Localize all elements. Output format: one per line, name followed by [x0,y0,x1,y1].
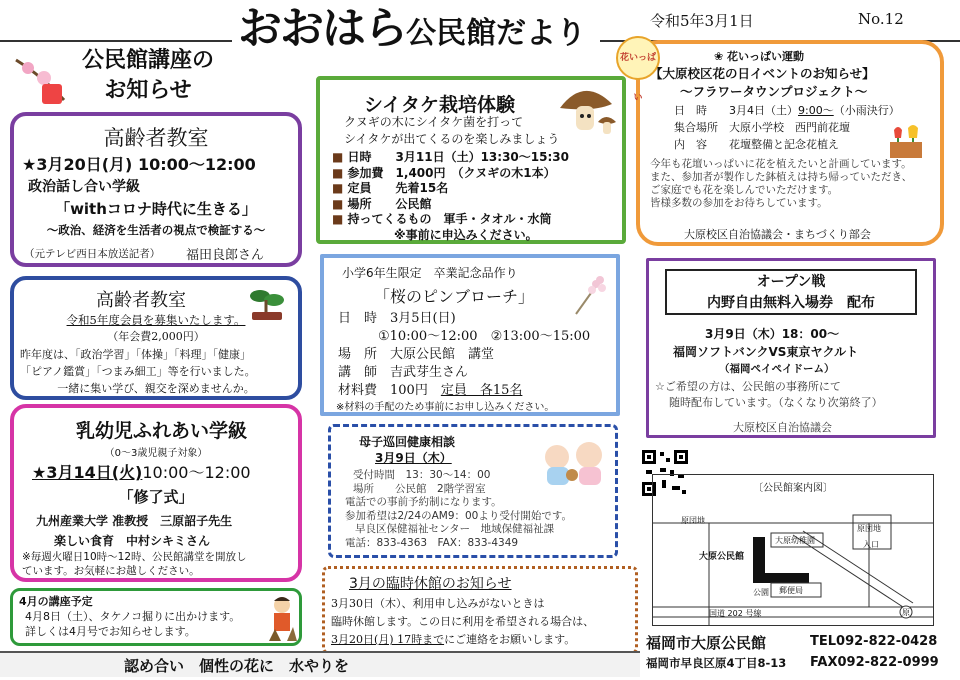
infant-class-time: 10:00～12:00 [142,463,251,482]
baseball-note-line: ☆ご希望の方は、公民館の事務所にて [655,380,841,393]
pin-note: ※材料の手配のため事前にお申し込みください。 [336,402,555,413]
map-title: 〔公民館案内図〕 [753,483,833,494]
newsletter-title [238,4,586,59]
intro-line: シイタケが出てくるのを楽しみましょう [344,132,560,146]
elderly-class-topic: 政治話し合い学級 [28,179,140,195]
map-label-nursery: 大原幼稚園 [775,536,815,545]
location-map [652,474,934,626]
map-label-route: 国道 202 号線 [709,609,762,618]
flower-desc [650,158,912,210]
courses-heading-line1: 公民館講座の [82,48,215,73]
health-note2: 参加希望は2/24のAM9：00より受付開始です。 [345,509,573,522]
infant-class-target: （0～3歳児親子対象） [104,448,208,459]
flower-row-place: 集合場所 大原小学校 西門前花壇 [674,121,850,134]
shiitake-details [332,150,569,228]
flower-subtitle: ～フラワータウンプロジェクト～ [680,84,868,99]
desc-line: 昨年度は、「政治学習」「体操」「料理」「健康」 [20,348,251,361]
health-office: 早良区保健福祉センター 地域保健福祉課 [355,523,555,535]
elderly-class-subtheme: ～政治、経済を生活者の視点で検証する～ [46,223,266,237]
april-title: 4月の講座予定 [19,595,93,608]
flower-rows [674,102,900,153]
elderly-recruit-fee: （年会費2,000円） [107,330,205,343]
april-schedule-panel [10,588,302,646]
shiitake-note: ※事前に申込みください。 [394,228,538,242]
baseball-title2: 内野自由無料入場券 配布 [707,295,875,311]
mushroom-icon [554,82,620,140]
baseball-date: 3月9日（木）18：00～ [705,327,840,341]
baseball-note [655,379,883,411]
elderly-class-title: 高齢者教室 [103,126,209,150]
tulip-icon [888,122,924,160]
intro-line: クヌギの木にシイタケ菌を打って [344,115,524,129]
closure-line: 3月20日(月) 17時までにご連絡をお願いします。 [331,633,576,646]
flower-desc-line: また、参加者が製作した鉢植えは持ち帰っていただき、 [650,171,913,183]
baseball-org: 大原校区自治協議会 [733,421,832,434]
health-note1: 電話での事前予約制になります。 [345,496,502,508]
health-time: 受付時間 13：30～14：00 [353,469,491,481]
closure-text [331,595,594,649]
shiitake-intro [344,114,559,148]
flower-logo-text: 花いっぱい [619,53,656,103]
footer-address: 福岡市早良区原4丁目8-13 [646,656,787,670]
pin-brooch-panel [320,254,620,416]
baseball-note-line: 随時配布しています。（なくなり次第終了） [669,396,883,409]
shiitake-panel [316,76,626,244]
closure-line: 3月30日（木）、利用申し込みがないときは [331,597,545,610]
flower-title: 【大原校区花の日イベントのお知らせ】 [650,66,875,81]
map-label-kominkan: 大原公民館 [699,552,745,562]
elderly-recruit-desc [20,346,292,397]
issue-date: 令和5年3月1日 [650,12,754,30]
plum-blossom-icon [12,54,72,108]
note-line: ※毎週火曜日10時～12時、公民館講堂を開放し [22,551,247,563]
flower-desc-line: 今年も花壇いっぱいに花を植えたいと計画しています。 [650,158,912,170]
map-label-park: 公園 [753,588,769,597]
closure-notice-panel [322,566,638,654]
april-line: 詳しくは4月号でお知らせします。 [25,625,196,638]
pin-place: 場 所 大原公民館 講堂 [338,347,495,362]
courses-heading [82,46,214,106]
health-date: 3月9日（木） [375,451,452,465]
desc-line: 「ピアノ鑑賞」「つまみ細工」等を行いました。 [20,365,256,378]
closure-title: 3月の臨時休館のお知らせ [349,576,512,592]
baseball-ticket-panel [646,258,936,438]
elderly-recruit-text: 令和5年度会員を募集いたします。 [66,313,246,327]
health-place: 場所 公民館 2階学習室 [353,482,486,495]
elderly-class-panel [10,112,302,267]
flower-org: 大原校区自治協議会・まちづくり部会 [684,228,871,241]
infant-class-datetime [32,460,251,483]
bamboo-shoot-girl-icon [265,595,299,643]
health-phone: 電話：833-4363 FAX：833-4349 [345,536,519,549]
desc-line: 一緒に集い学び、親交を深めませんか。 [57,382,255,395]
flower-tag: ❀ 花いっぱい運動 [714,50,805,63]
baseball-match: 福岡ソフトバンクVS東京ヤクルト [673,345,859,359]
map-label-post: 郵便局 [779,586,803,595]
elderly-class-date: ★3月20日(月) 10:00～12:00 [22,155,256,174]
detail-row: ■ 定員 先着15名 [332,181,449,195]
detail-row: ■ 持ってくるもの 軍手・タオル・水筒 [332,212,552,226]
header-left-rule [0,40,232,42]
lecturer-2: 楽しい食育 中村シキミさん [54,534,211,548]
speaker-name: 福田良郎さん [186,248,265,263]
pin-times: ①10:00～12:00 ②13:00～15:00 [378,329,591,344]
infant-class-note [22,550,247,578]
courses-heading-line2: お知らせ [104,78,192,103]
pin-limit: 小学6年生限定 卒業記念品作り [342,266,518,280]
flower-row-content: 内 容 花壇整備と記念花植え [674,138,839,151]
elderly-recruit-panel [10,276,302,400]
elderly-class-theme: 「withコロナ時代に生きる」 [55,200,257,218]
elderly-recruit-title: 高齢者教室 [96,290,186,311]
detail-row: ■ 日時 3月11日（土）13:30～15:30 [332,150,569,164]
note-line: ています。お気軽にお越しください。 [22,565,200,577]
flower-event-panel [619,40,944,246]
infant-class-panel [10,404,302,582]
baseball-title1: オープン戦 [756,274,826,290]
map-label-harada-west: 原団地 [681,516,705,525]
pin-date: 日 時 3月5日(日) [338,311,456,326]
infant-class-event: 「修了式」 [118,488,194,506]
health-details [345,469,572,550]
april-text [25,609,240,639]
health-consult-panel [328,424,618,558]
footer-slogan-bar [0,651,640,677]
lecturer-1: 九州産業大学 准教授 三原詔子先生 [36,514,233,528]
map-label-hara: 原 [902,608,910,617]
speaker-affiliation: （元テレビ西日本放送記者） [24,248,161,260]
pin-fee-row: 材料費 100円 定員 各15名 [338,383,523,398]
flower-desc-line: 皆様多数の参加をお待ちしています。 [650,197,828,209]
map-label-entrance: 入口 [863,540,879,549]
pin-teacher: 講 師 吉武芽生さん [338,365,469,380]
health-title: 母子巡回健康相談 [359,435,456,449]
shiitake-title: シイタケ栽培体験 [364,94,516,116]
closure-line: 臨時休館します。この日に利用を希望される場合は、 [331,615,595,628]
footer-org: 福岡市大原公民館 [646,634,767,652]
infant-class-date: ★3月14日(火) [32,463,143,482]
infant-class-title: 乳幼児ふれあい学級 [76,420,248,442]
title-small: 公民館だより [406,16,586,51]
issue-number: No.12 [858,10,904,28]
detail-row: ■ 参加費 1,400円 （クヌギの木1本） [332,165,556,180]
detail-row: ■ 場所 公民館 [332,196,432,211]
footer-slogan: 認め合い 個性の花に 水やりを [124,657,350,675]
flower-desc-line: ご家庭でも花を楽しんでいただけます。 [650,184,839,196]
footer-fax: FAX092-822-0999 [810,655,939,670]
pin-title: 「桜のピンブローチ」 [374,287,535,306]
title-big: おおはら [238,3,406,54]
april-line: 4月8日（土）、タケノコ掘りに出かけます。 [25,610,241,623]
map-label-harada-east: 原団地 [857,524,881,533]
footer-tel: TEL092-822-0428 [810,634,938,649]
baseball-venue: （福岡ペイペイドーム） [719,363,835,375]
map-roads [653,475,933,625]
pin-details [338,310,590,400]
flower-row-date: 日 時 3月4日（土）9:00～（小雨決行） [674,104,900,117]
baseball-title-box [665,269,917,315]
